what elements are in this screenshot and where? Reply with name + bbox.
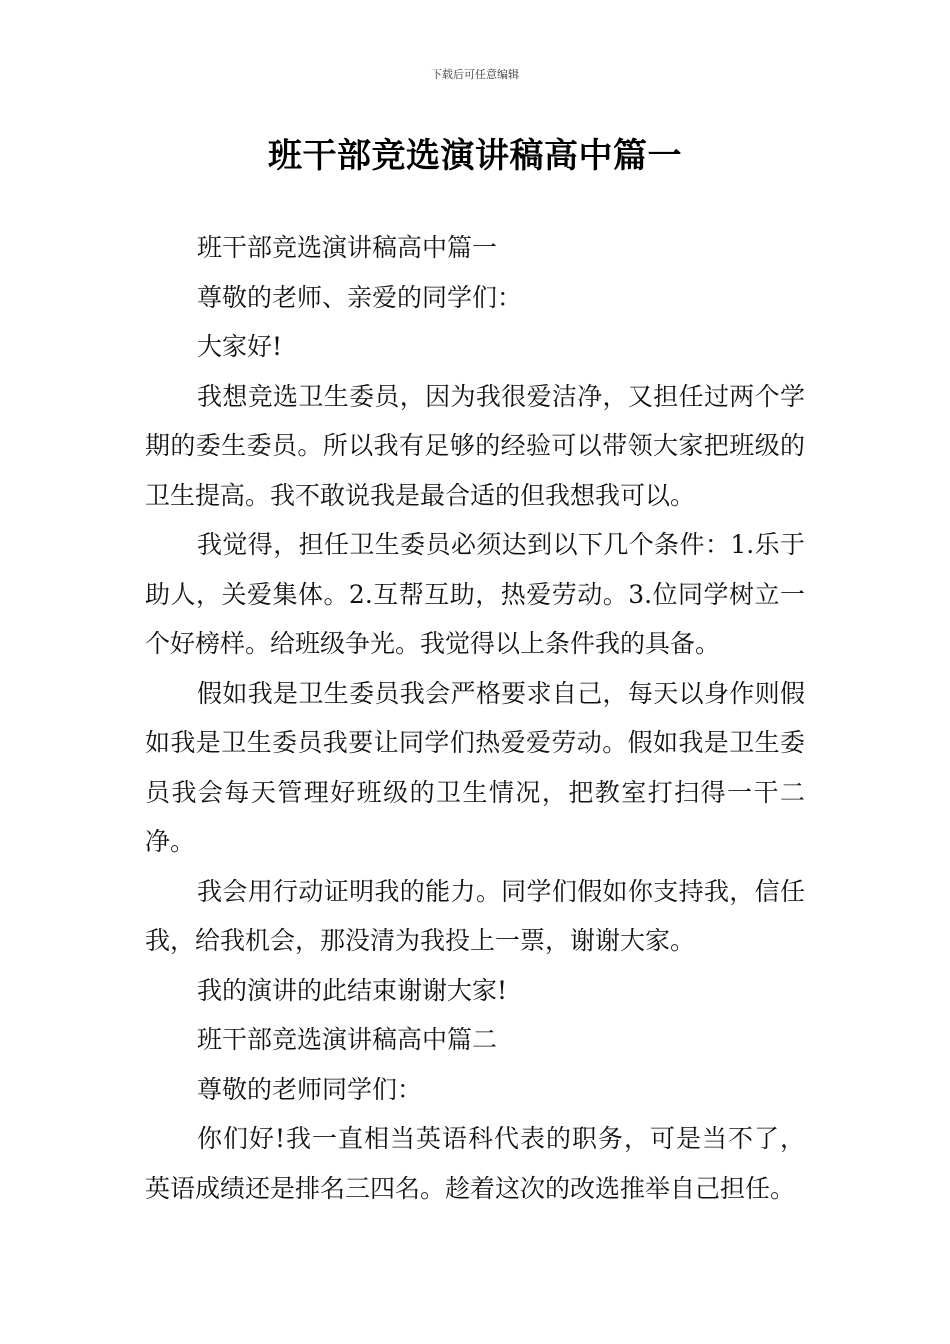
paragraph-greeting: 大家好! [197, 332, 283, 361]
paragraph: 你们好!我一直相当英语科代表的职务，可是当不了，英语成绩还是排名三四名。趁着这次的改选推举自己担任。 [145, 1124, 805, 1203]
header-note: 下载后可任意编辑 [431, 68, 519, 81]
paragraph-salutation: 尊敬的老师同学们： [197, 1074, 423, 1104]
paragraph: 我会用行动证明我的能力。同学们假如你支持我，信任我，给我机会，那没清为我投上一票，谢谢大家。 [145, 876, 805, 955]
paragraph-section-heading: 班干部竞选演讲稿高中篇二 [197, 1025, 498, 1054]
document-title: 班干部竞选演讲稿高中篇一 [268, 136, 682, 176]
paragraph: 我觉得，担任卫生委员必须达到以下几个条件：1.乐于助人，关爱集体。2.互帮互助，热爱劳动。3.位同学树立一个好榜样。给班级争光。我觉得以上条件我的具备。 [145, 530, 805, 658]
paragraph-section-heading: 班干部竞选演讲稿高中篇一 [197, 233, 498, 262]
document-body [145, 223, 805, 1213]
paragraph-closing: 我的演讲的此结束谢谢大家! [197, 975, 508, 1005]
paragraph: 我想竞选卫生委员，因为我很爱洁净，又担任过两个学期的委生委员。所以我有足够的经验可以带领大家把班级的卫生提高。我不敢说我是最合适的但我想我可以。 [145, 381, 805, 510]
paragraph: 假如我是卫生委员我会严格要求自己，每天以身作则假如我是卫生委员我要让同学们热爱爱劳动。假如我是卫生委员我会每天管理好班级的卫生情况，把教室打扫得一干二净。 [145, 678, 805, 856]
paragraph-salutation: 尊敬的老师、亲爱的同学们： [197, 282, 523, 312]
